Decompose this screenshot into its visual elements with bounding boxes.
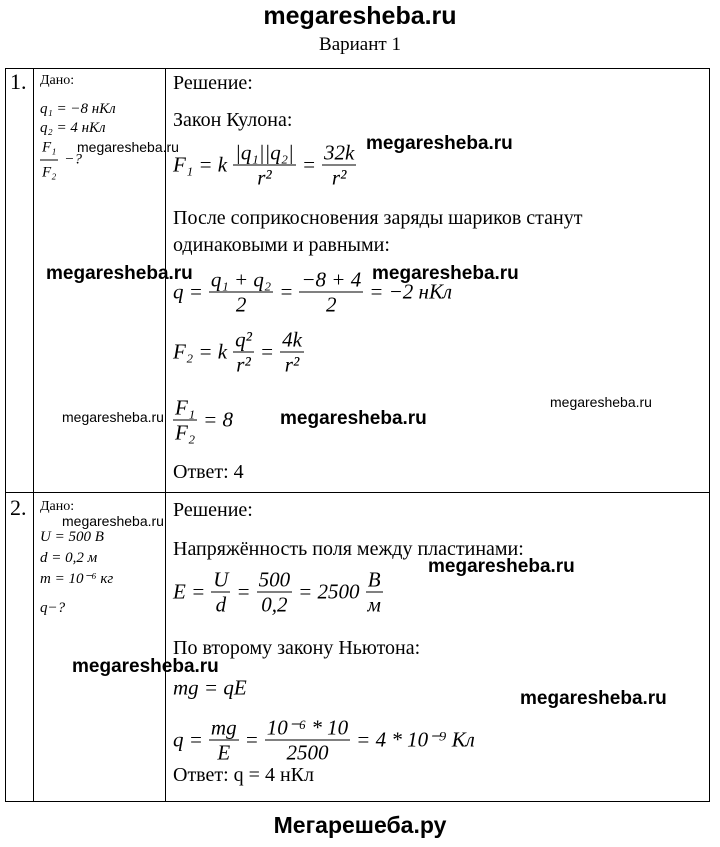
table-divider [33,68,34,801]
fraction [262,716,353,765]
formula-term: = 4 * 10⁻⁹ Кл [356,727,475,752]
fraction [363,568,386,617]
solution-label: Решение: [173,499,253,521]
numerator: F₁ [175,395,196,420]
given-item: q₂ = 4 нКл [40,120,106,136]
denominator: r² [236,352,251,377]
denominator: r² [284,352,300,377]
given-item: m = 10⁻⁶ кг [40,571,114,587]
charge-formula [170,716,478,765]
fraction [170,396,200,445]
balance-formula [170,676,250,701]
watermark: megaresheba.ru [62,513,164,529]
numerator: F₁ [40,136,58,161]
given-item: q₁ = −8 нКл [40,101,116,117]
formula-term: = [279,279,294,304]
solution-text: одинаковыми и равными: [173,234,390,256]
formula-term: F₂ = k [173,339,228,364]
fraction [230,328,257,377]
solution-text: Напряжённость поля между пластинами: [173,538,524,560]
answer: Ответ: q = 4 нКл [173,764,314,786]
site-title: megaresheba.ru [263,2,457,30]
formula-term: q = [173,727,203,752]
fraction [208,568,233,617]
fraction [206,268,276,317]
numerator: q² [235,327,252,352]
numerator: mg [210,715,237,740]
formula-term: q = [173,279,203,304]
law-label: Закон Кулона: [173,109,293,131]
coulomb-formula [170,141,359,190]
formula-term: = 2500 [298,579,360,604]
given-label: Дано: [40,499,75,514]
numerator: |q₁||q₂| [235,140,294,165]
footer-site: Мегарешеба.ру [273,812,447,838]
numerator: 4k [282,327,302,352]
find-item: q−? [40,600,66,616]
watermark: megaresheba.ru [372,263,519,284]
formula-term: = [236,579,251,604]
fraction [206,716,242,765]
denominator: r² [257,165,272,190]
numerator: В [367,567,381,592]
denominator: м [367,592,381,617]
table-divider [165,68,166,801]
field-formula [170,568,386,617]
denominator: E [217,740,231,765]
given-item: U = 500 В [40,529,104,545]
numerator: 500 [258,567,291,592]
denominator: 0,2 [261,592,288,617]
numerator: 32k [324,140,355,165]
given-label: Дано: [40,73,75,88]
fraction [230,141,299,190]
numerator: q₁ + q₂ [210,267,272,292]
denominator: r² [331,165,347,190]
solution-text: После соприкосновения заряды шариков станут [173,207,583,229]
denominator: 2 [235,292,247,317]
watermark: megaresheba.ru [77,139,179,155]
watermark: megaresheba.ru [366,133,513,154]
formula-term: = −2 нКл [369,279,453,304]
denominator: F₂ [42,164,57,181]
numerator: −8 + 4 [301,267,362,292]
watermark: megaresheba.ru [62,409,164,425]
watermark: megaresheba.ru [46,263,193,284]
formula-term: mg = qE [173,675,247,700]
answer: Ответ: 4 [173,461,244,483]
solution-text: По второму закону Ньютона: [173,637,421,659]
formula-term: = [259,339,275,364]
watermark: megaresheba.ru [520,688,667,709]
problem-number: 2. [10,495,27,520]
denominator: 2 [326,292,337,317]
watermark: megaresheba.ru [280,408,427,429]
solution-label: Решение: [173,72,253,94]
given-item: d = 0,2 м [40,550,98,566]
table-divider [5,492,709,493]
problem-number: 1. [10,69,27,94]
fraction [37,136,61,185]
denominator: F₂ [175,420,196,445]
variant-heading: Вариант 1 [319,34,401,55]
ratio-formula [170,396,236,445]
formula-term: = 8 [203,407,234,432]
formula-term: F₁ = k [173,152,228,177]
formula-term: E = [173,579,206,604]
formula-term: = [244,727,259,752]
watermark: megaresheba.ru [550,394,652,410]
numerator: U [213,567,229,592]
fraction [296,268,366,317]
watermark: megaresheba.ru [72,656,219,677]
fraction [277,328,307,377]
fraction [319,141,359,190]
denominator: 2500 [286,740,329,765]
f2-formula [170,328,307,377]
denominator: d [215,592,227,617]
numerator: 10⁻⁶ * 10 [266,715,349,740]
formula-term: = [301,152,316,177]
formula-term: −? [64,151,83,168]
watermark: megaresheba.ru [428,556,575,577]
fraction [254,568,296,617]
